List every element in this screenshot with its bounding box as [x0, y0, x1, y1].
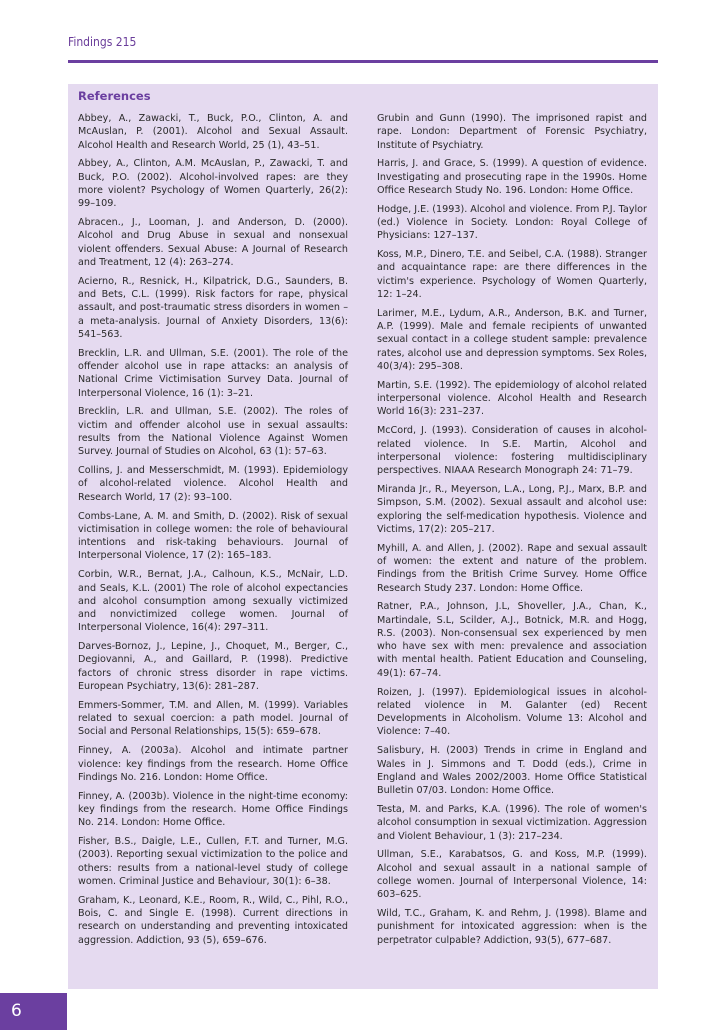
reference-entry: Finney, A. (2003b). Violence in the night-time economy: key findings from the research. Home Office Findings No. 214. London: Home Office.: [78, 790, 348, 829]
reference-entry: Wild, T.C., Graham, K. and Rehm, J. (1998). Blame and punishment for intoxicated aggression: when is the perpetrator culpable? Addiction, 93(5), 677–687.: [377, 908, 647, 946]
reference-entry: Fisher, B.S., Daigle, L.E., Cullen, F.T. and Turner, M.G. (2003). Reporting sexual victimization to the police and others: results from a national-level study of college women. Criminal Justice and Behaviour, 30(1): 6–38.: [78, 836, 348, 887]
reference-entry: Ullman, S.E., Karabatsos, G. and Koss, M.P. (1999). Alcohol and sexual assault in a national sample of college women. Journal of Interpersonal Violence, 14: 603–625.: [377, 849, 647, 901]
reference-entry: McCord, J. (1993). Consideration of causes in alcohol-related violence. In S.E. Martin, Alcohol and interpersonal violence: fostering multidisciplinary perspectives. NIAAA Research Monograph 24: 71–79.: [377, 425, 647, 477]
reference-entry: Graham, K., Leonard, K.E., Room, R., Wild, C., Pihl, R.O., Bois, C. and Single E. (1998). Current directions in research on understanding and preventing intoxicated aggression. Addiction, 93 (5), 659–676.: [78, 894, 348, 946]
reference-entry: Darves-Bornoz, J., Lepine, J., Choquet, M., Berger, C., Degiovanni, A., and Gaillard, P. (1998). Predictive factors of chronic stress disorder in rape victims. European Psychiatry, 13(6): 281–287.: [78, 641, 348, 693]
reference-entry: Testa, M. and Parks, K.A. (1996). The role of women's alcohol consumption in sexual victimization. Aggression and Violent Behaviour, 1 (3): 217–234.: [377, 803, 647, 842]
reference-entry: Salisbury, H. (2003) Trends in crime in England and Wales in J. Simmons and T. Dodd (eds.), Crime in England and Wales 2002/2003. Home Office Statistical Bulletin 07/03. London: Home Office.: [377, 745, 647, 797]
reference-entry: Abbey, A., Clinton, A.M. McAuslan, P., Zawacki, T. and Buck, P.O. (2002). Alcohol-involved rapes: are they more violent? Psychology of Women Quarterly, 26(2): 99–109.: [78, 158, 348, 210]
reference-entry: Koss, M.P., Dinero, T.E. and Seibel, C.A. (1988). Stranger and acquaintance rape: are there differences in the victim's experience. Psychology of Women Quarterly, 12: 1–24.: [377, 249, 647, 301]
reference-entry: Miranda Jr., R., Meyerson, L.A., Long, P.J., Marx, B.P. and Simpson, S.M. (2002). Sexual assault and alcohol use: exploring the self-medication hypothesis. Violence and Victims, 17(2): 205–217.: [377, 483, 647, 535]
reference-entry: Acierno, R., Resnick, H., Kilpatrick, D.G., Saunders, B. and Bets, C.L. (1999). Risk factors for rape, physical assault, and post-traumatic stress disorders in women – a meta-analysis. Journal of Anxiety Disorders, 13(6): 541–563.: [78, 275, 348, 340]
reference-entry: Corbin, W.R., Bernat, J.A., Calhoun, K.S., McNair, L.D. and Seals, K.L. (2001) The role of alcohol expectancies and alcohol consumption among sexually victimized and nonvictimized college women. Journal of Interpersonal Violence, 16(4): 297–311.: [78, 569, 348, 634]
reference-entry: Hodge, J.E. (1993). Alcohol and violence. From P.J. Taylor (ed.) Violence in Society. London: Royal College of Physicians: 127–137.: [377, 203, 647, 242]
reference-entry: Abbey, A., Zawacki, T., Buck, P.O., Clinton, A. and McAuslan, P. (2001). Alcohol and Sexual Assault. Alcohol Health and Research World, 25 (1), 43–51.: [78, 113, 348, 151]
reference-entry: Abracen., J., Looman, J. and Anderson, D. (2000). Alcohol and Drug Abuse in sexual and nonsexual violent offenders. Sexual Abuse: A Journal of Research and Treatment, 12 (4): 263–274.: [78, 217, 348, 268]
reference-entry: Harris, J. and Grace, S. (1999). A question of evidence. Investigating and prosecuting rape in the 1990s. Home Office Research Study No. 196. London: Home Office.: [377, 158, 647, 196]
reference-entry: Larimer, M.E., Lydum, A.R., Anderson, B.K. and Turner, A.P. (1999). Male and female recipients of unwanted sexual contact in a college student sample: prevalence rates, alcohol use and depression symptoms. Sex Roles, 40(3/4): 295–308.: [377, 307, 647, 373]
page-number: 6: [0, 993, 67, 1030]
reference-entry: Brecklin, L.R. and Ullman, S.E. (2001). The role of the offender alcohol use in rape attacks: an analysis of National Crime Victimisation Survey Data. Journal of Interpersonal Violence, 16 (1): 3–21.: [78, 347, 348, 399]
references-right-column: [377, 112, 647, 952]
reference-entry: Finney, A. (2003a). Alcohol and intimate partner violence: key findings from the research. Home Office Findings No. 216. London: Home Office.: [78, 745, 348, 783]
reference-entry: Grubin and Gunn (1990). The imprisoned rapist and rape. London: Department of Forensic Psychiatry, Institute of Psychiatry.: [377, 113, 647, 151]
reference-entry: Ratner, P.A., Johnson, J.L, Shoveller, J.A., Chan, K., Martindale, S.L, Scilder, A.J., Botnick, M.R. and Hogg, R.S. (2003). Non-consensual sex experienced by men who have sex with men: prevalence and association with mental health. Patient Education and Counseling, 49(1): 67–74.: [377, 601, 647, 679]
reference-entry: Roizen, J. (1997). Epidemiological issues in alcohol-related violence in M. Galanter (ed) Recent Developments in Alcoholism. Volume 13: Alcohol and Violence: 7–40.: [377, 686, 647, 738]
reference-entry: Emmers-Sommer, T.M. and Allen, M. (1999). Variables related to sexual coercion: a path model. Journal of Social and Personal Relationships, 15(5): 659–678.: [78, 699, 348, 738]
header-divider: [68, 60, 658, 63]
reference-entry: Brecklin, L.R. and Ullman, S.E. (2002). The roles of victim and offender alcohol use in sexual assaults: results from the National Violence Against Women Survey. Journal of Studies on Alcohol, 63 (1): 57–63.: [78, 406, 348, 458]
reference-entry: Myhill, A. and Allen, J. (2002). Rape and sexual assault of women: the extent and nature of the problem. Findings from the British Crime Survey. Home Office Research Study 237. London: Home Office.: [377, 542, 647, 594]
reference-entry: Combs-Lane, A. M. and Smith, D. (2002). Risk of sexual victimisation in college women: the role of behavioural intentions and risk-taking behaviours. Journal of Interpersonal Violence, 17 (2): 165–183.: [78, 510, 348, 562]
reference-entry: Martin, S.E. (1992). The epidemiology of alcohol related interpersonal violence. Alcohol Health and Research World 16(3): 231–237.: [377, 379, 647, 418]
running-header: Findings 215: [68, 35, 137, 49]
references-heading: References: [78, 89, 151, 103]
references-left-column: [78, 112, 348, 952]
reference-entry: Collins, J. and Messerschmidt, M. (1993). Epidemiology of alcohol-related violence. Alcohol Health and Research World, 17 (2): 93–100.: [78, 465, 348, 503]
